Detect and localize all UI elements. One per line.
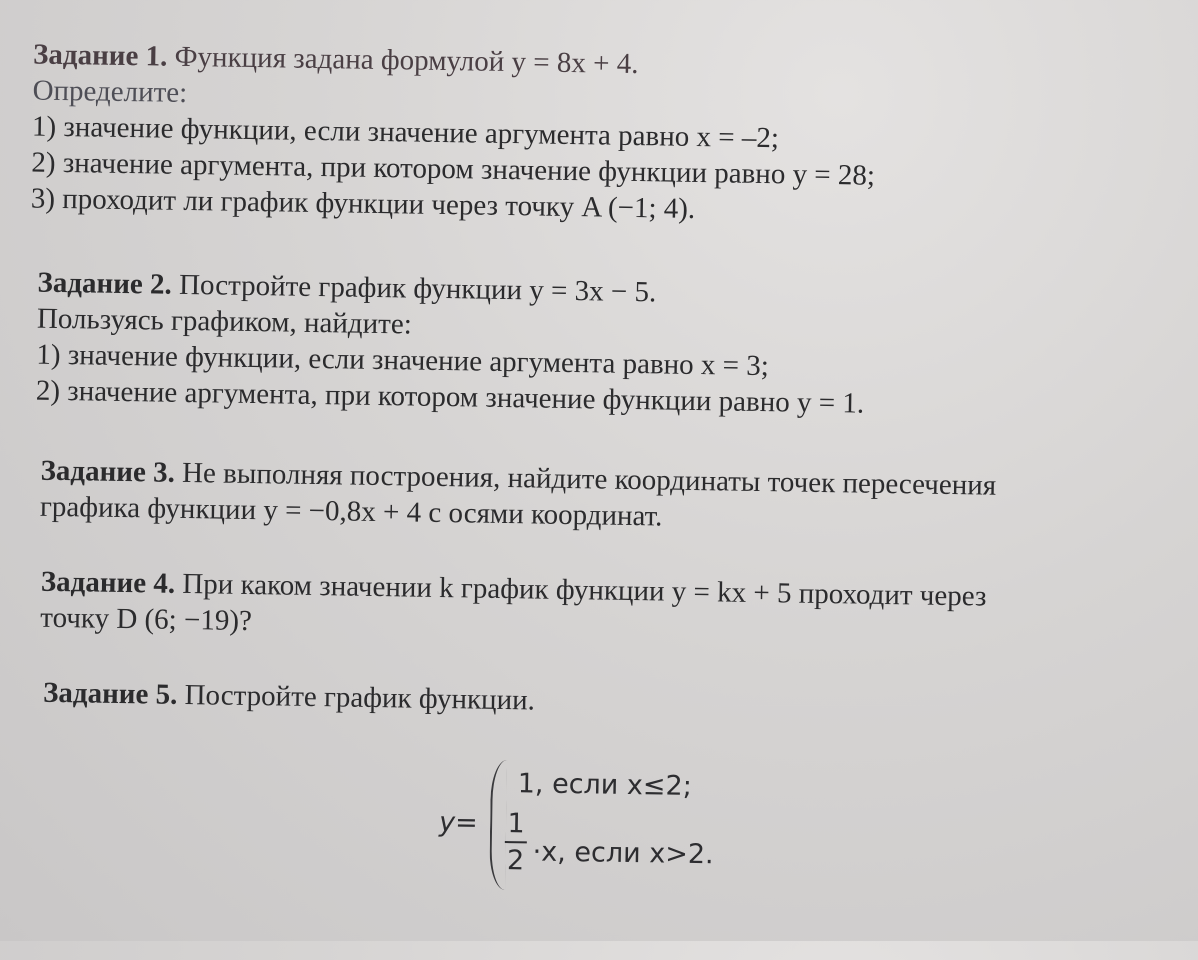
formula-lhs: y= [438,807,478,839]
task-3-line-2: графика функции y = −0,8x + 4 с осями координат. [39,490,663,533]
task-1-label: Задание 1. [32,38,168,73]
task-1-intro: Функция задана формулой [167,40,512,79]
task-1 [31,37,877,230]
task-5-heading [43,675,535,719]
formula-case-1: 1, если x≤2; [517,768,693,802]
task-5-label: Задание 5. [42,676,178,711]
fraction-denominator: 2 [506,845,525,877]
formula-case-2: ·x, если x>2. [532,836,714,871]
task-2-item-2: 2) значение аргумента, при котором значение функции равно y = 1. [35,374,865,420]
task-5 [43,675,535,719]
task-2-label: Задание 2. [37,266,173,301]
task-5-intro: Постройте график функции. [177,678,536,717]
task-3-intro: Не выполняя построения, найдите координаты точек пересечения [174,456,997,502]
task-4-label: Задание 4. [40,565,176,600]
task-1-prompt: Определите: [32,74,188,109]
fraction-numerator: 1 [507,808,525,840]
task-3 [40,453,997,540]
task-1-item-3: 3) проходит ли график функции через точку A (−1; 4). [30,182,696,225]
task-2 [36,265,866,422]
task-2-intro: Постройте график функции y = 3x − 5. [171,268,657,309]
task-2-prompt: Пользуясь графиком, найдите: [36,302,413,341]
task-4 [40,564,987,651]
task-1-item-2: 2) значение аргумента, при котором значение функции равно y = 28; [31,146,876,192]
task-2-item-1: 1) значение функции, если значение аргумента равно x = 3; [36,338,770,383]
formula-fraction [504,808,527,876]
task-4-line-2: точку D (6; −19)? [40,601,253,638]
task-1-item-1: 1) значение функции, если значение аргумента равно x = –2; [31,110,780,155]
fraction-bar [505,841,527,843]
task-1-formula: y = 8x + 4. [511,46,639,81]
task-3-label: Задание 3. [40,454,176,489]
task-4-intro: При каком значении k график функции y = kx + 5 проходит через [174,567,987,613]
